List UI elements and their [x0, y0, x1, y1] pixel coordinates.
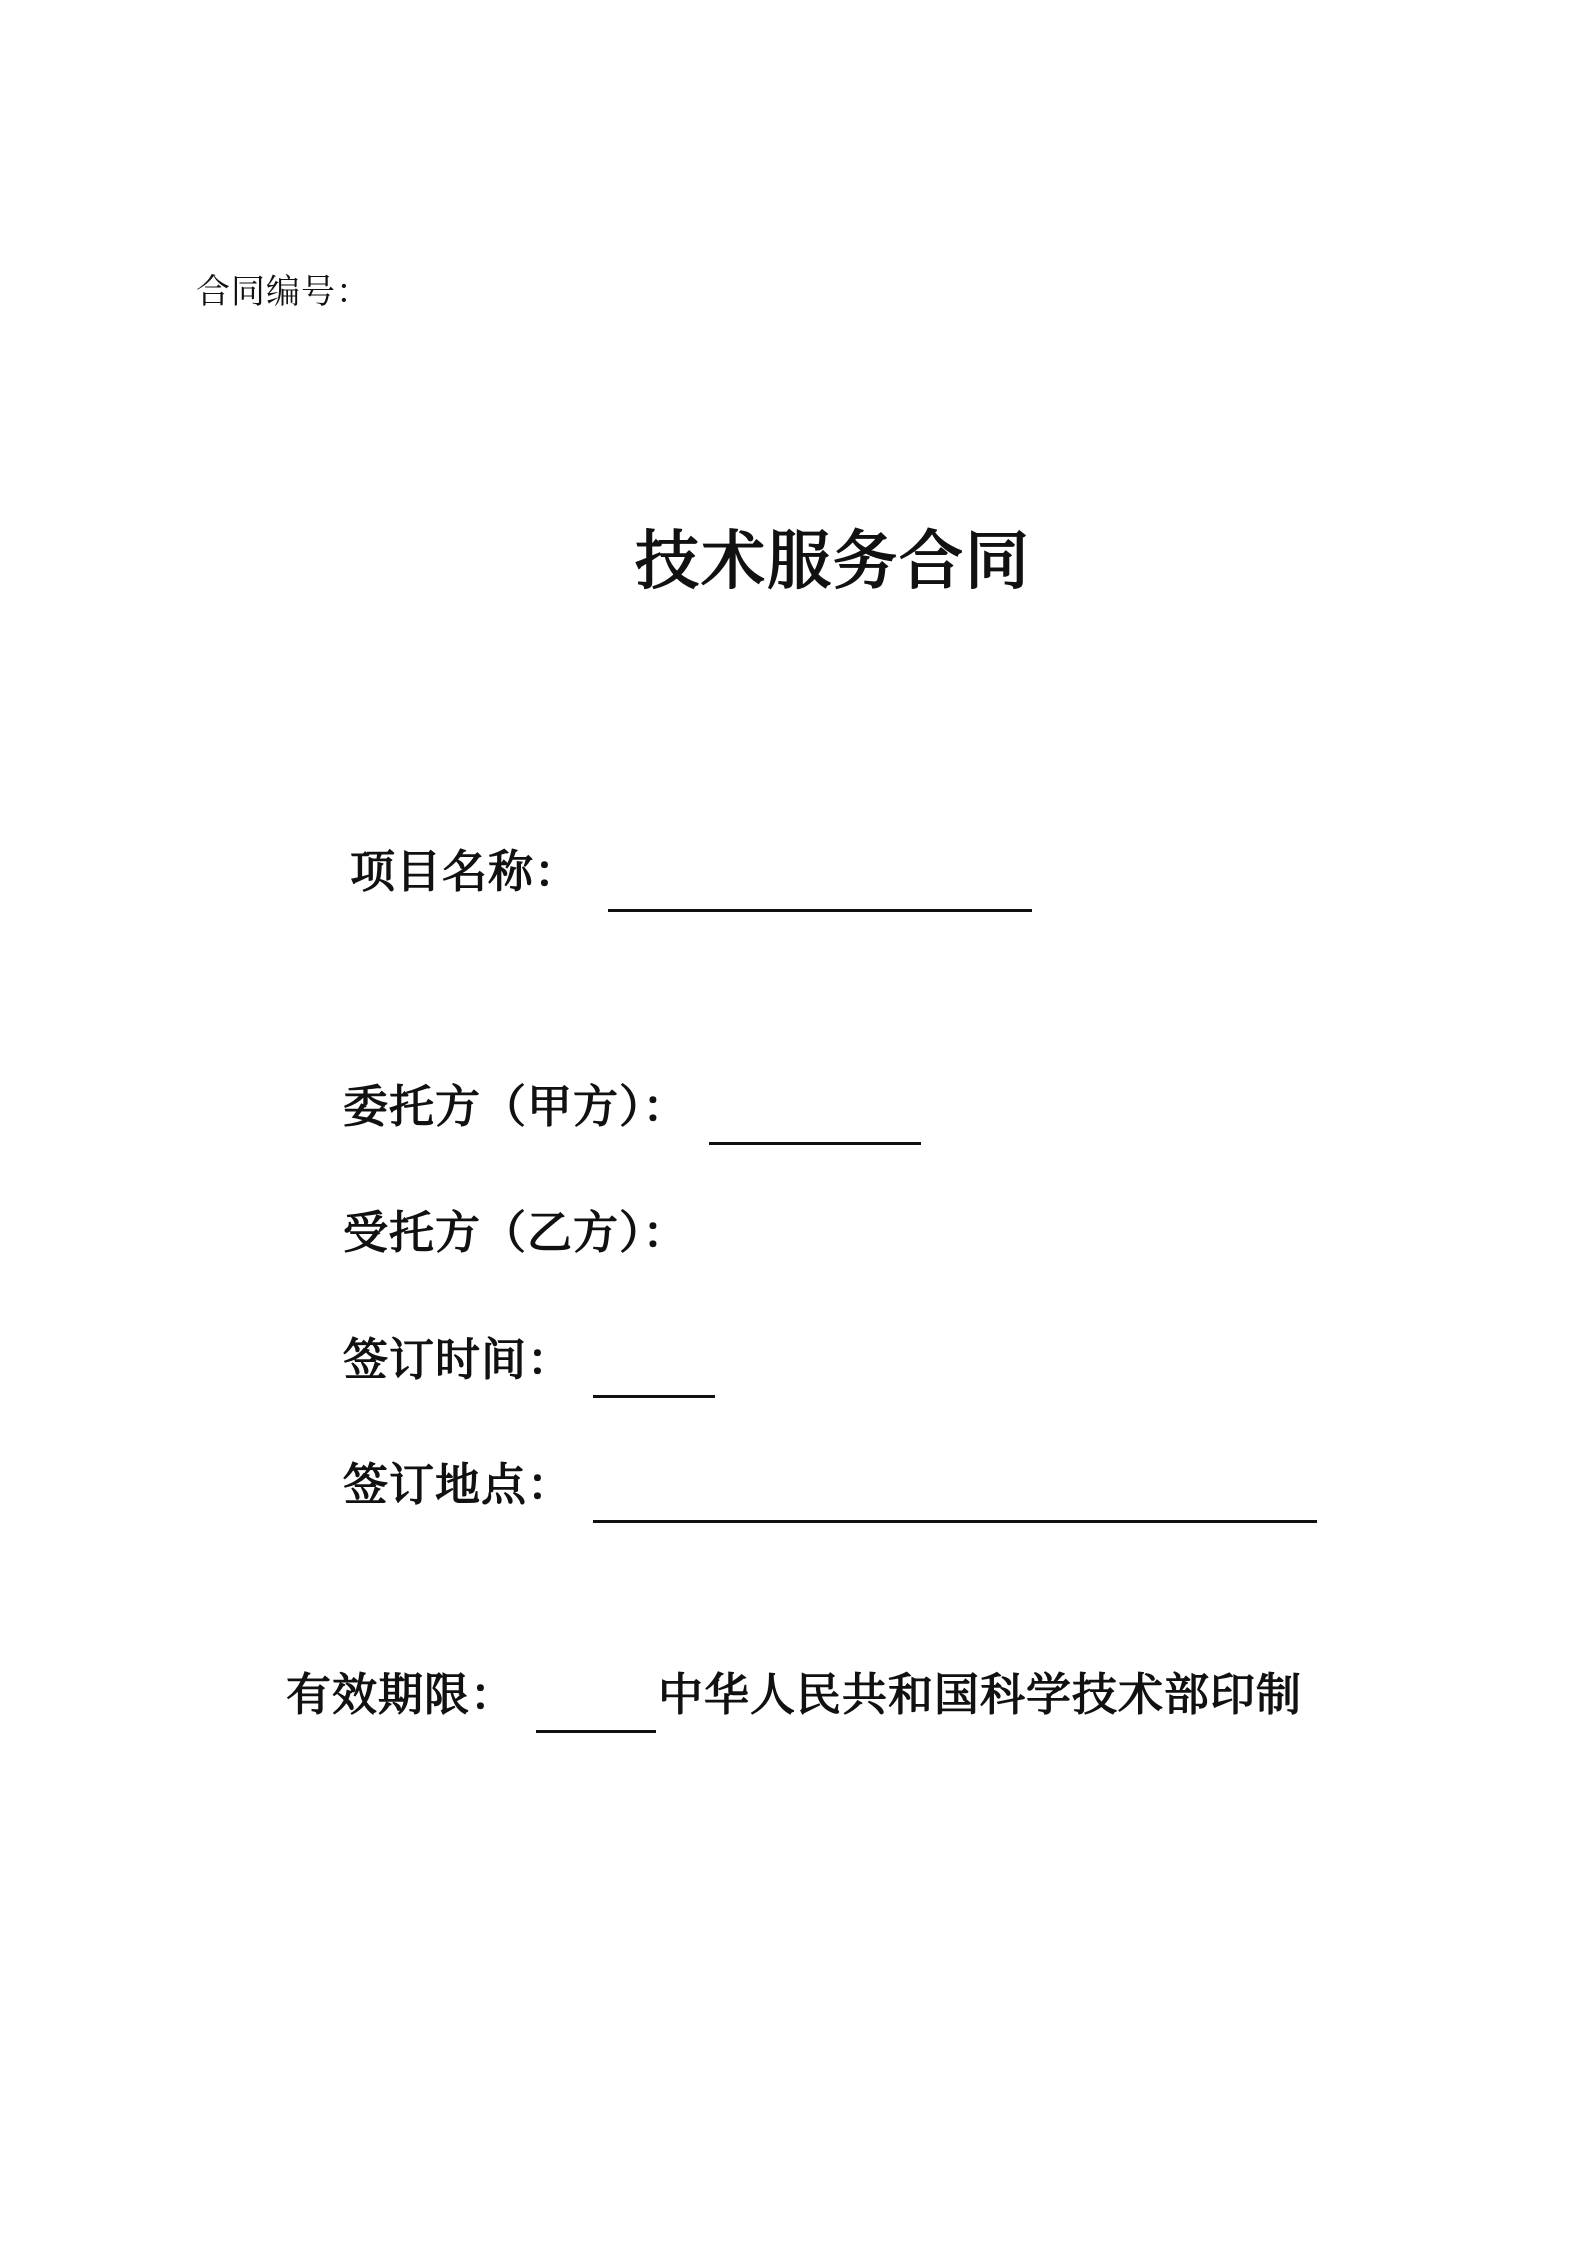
sign-place-blank: [593, 1470, 1317, 1523]
sign-time-label: 签订时间：: [343, 1333, 574, 1386]
client-row: [343, 1077, 921, 1137]
project-name-row: [350, 842, 1032, 902]
contract-number-label: 合同编号：: [196, 272, 371, 312]
document-title: 技术服务合同: [635, 525, 1031, 599]
contractor-label: 受托方（乙方）：: [343, 1206, 689, 1259]
client-label: 委托方（甲方）：: [343, 1080, 689, 1133]
validity-label: 有效期限：: [286, 1668, 517, 1721]
validity-blank: [536, 1680, 656, 1733]
sign-place-label: 签订地点：: [343, 1458, 574, 1511]
validity-row: [286, 1665, 1302, 1725]
sign-time-row: [343, 1330, 715, 1390]
client-blank: [709, 1092, 921, 1145]
sign-time-blank: [593, 1345, 715, 1398]
printing-authority: 中华人民共和国科学技术部印制: [658, 1668, 1303, 1721]
project-name-label: 项目名称：: [350, 845, 581, 898]
sign-place-row: [343, 1455, 1317, 1515]
project-name-blank: [608, 859, 1032, 912]
contractor-row: [343, 1203, 689, 1263]
